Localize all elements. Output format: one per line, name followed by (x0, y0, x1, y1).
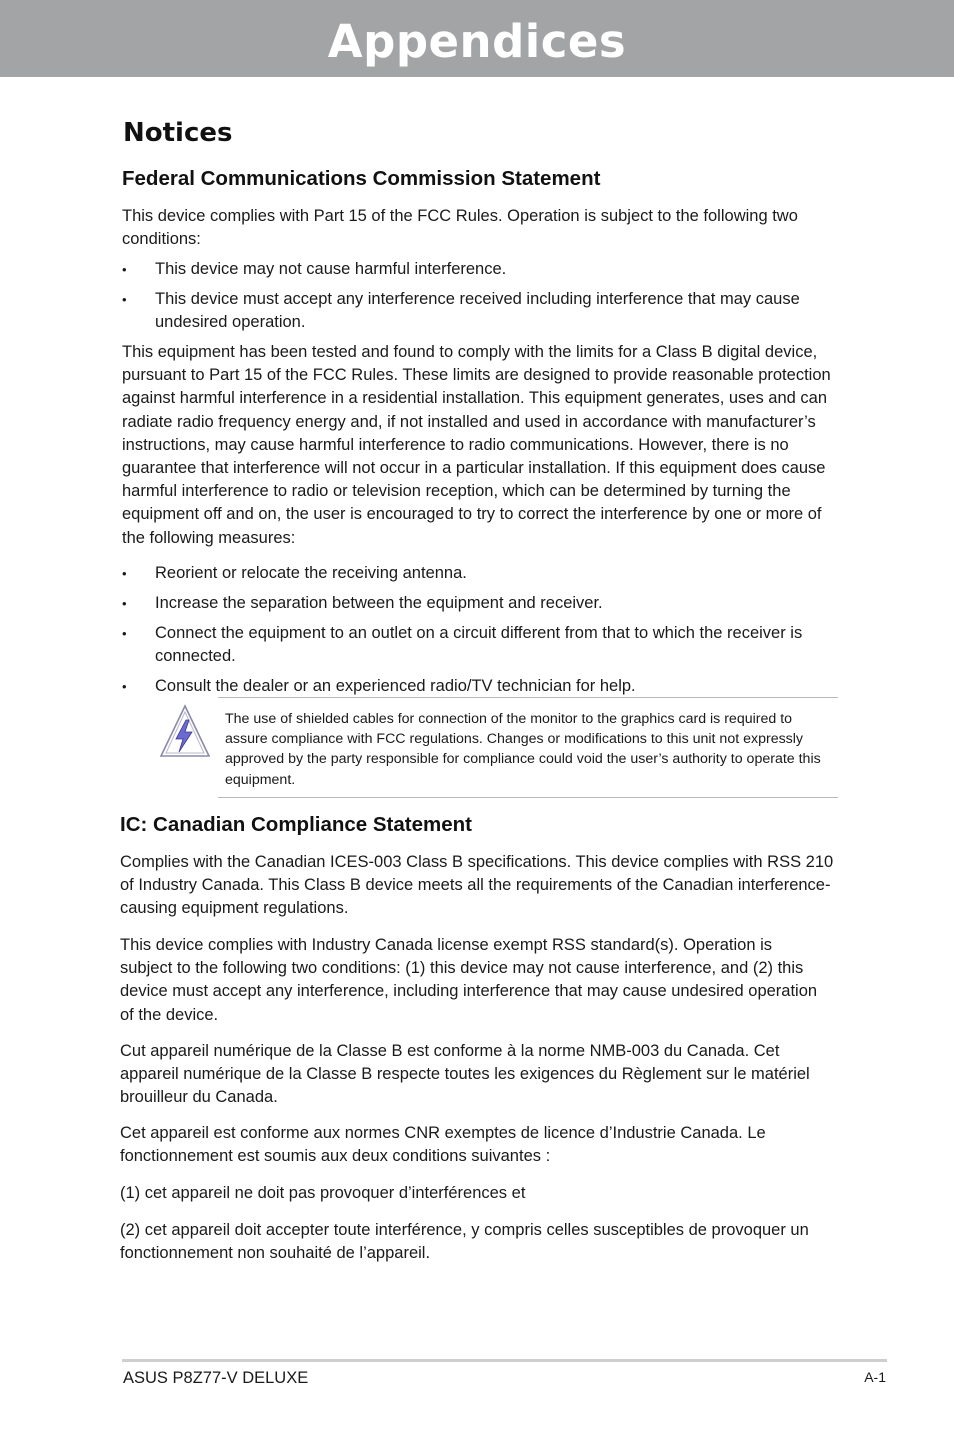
chapter-title: Appendices (327, 15, 627, 68)
ic-heading: IC: Canadian Compliance Statement (120, 813, 472, 836)
warning-icon (158, 703, 210, 759)
bullet-icon: • (122, 626, 127, 641)
ic-paragraph: Cut appareil numérique de la Classe B est conforme à la norme NMB-003 du Canada. Cet appareil numérique de la Classe B respecte toutes les exigences du Règlement sur le matériel brouilleur du Canada. (120, 1042, 810, 1107)
section-title: Notices (123, 118, 233, 148)
fcc-body: This equipment has been tested and found to comply with the limits for a Class B digital device, pursuant to Part 15 of the FCC Rules. These limits are designed to provide reasonable protection against harmful interference in a residential installation. This equipment generates, uses and can radiate radio frequency energy and, if not installed and used in accordance with manufacturer’s instructions, may cause harmful interference to radio communications. However, there is no guarantee that interference will not occur in a particular installation. If this equipment does cause harmful interference to radio or television reception, which can be determined by turning the equipment off and on, the user is encouraged to try to correct the interference by one or more of the following measures: (122, 343, 831, 547)
bullet-icon: • (122, 262, 127, 277)
bullet-icon: • (122, 566, 127, 581)
fcc-heading: Federal Communications Commission Statement (122, 167, 601, 190)
ic-paragraph: Cet appareil est conforme aux normes CNR exemptes de licence d’Industrie Canada. Le fonctionnement est soumis aux deux conditions suivantes : (120, 1124, 766, 1166)
page-number: A-1 (864, 1369, 886, 1385)
ic-paragraph: (2) cet appareil doit accepter toute interférence, y compris celles susceptibles de provoquer un fonctionnement non souhaité de l’appareil. (120, 1221, 809, 1263)
note-divider-top (218, 697, 838, 698)
fcc-intro: This device complies with Part 15 of the FCC Rules. Operation is subject to the following two conditions: (122, 207, 798, 249)
bullet-icon: • (122, 292, 127, 307)
note-divider-bottom (218, 797, 838, 798)
footer-divider (122, 1359, 887, 1362)
ic-paragraph: (1) cet appareil ne doit pas provoquer d’interférences et (120, 1184, 526, 1202)
bullet-icon: • (122, 596, 127, 611)
bullet-icon: • (122, 679, 127, 694)
chapter-banner (0, 0, 954, 77)
footer-product: ASUS P8Z77-V DELUXE (123, 1369, 309, 1387)
ic-paragraph: This device complies with Industry Canada license exempt RSS standard(s). Operation is subject to the following two conditions: (1) this device may not cause interference, and (2) this device must accept any interference, including interference that may cause undesired operation of the device. (120, 936, 818, 1024)
note-text: The use of shielded cables for connection of the monitor to the graphics card is required to assure compliance with FCC regulations. Changes or modifications to this unit not expressly approved by the party responsible for compliance could void the user’s authority to operate this equipment. (225, 711, 821, 788)
ic-paragraph: Complies with the Canadian ICES-003 Class B specifications. This device complies with RSS 210 of Industry Canada. This Class B device meets all the requirements of the Canadian interference-causing equipment regulations. (120, 853, 834, 918)
